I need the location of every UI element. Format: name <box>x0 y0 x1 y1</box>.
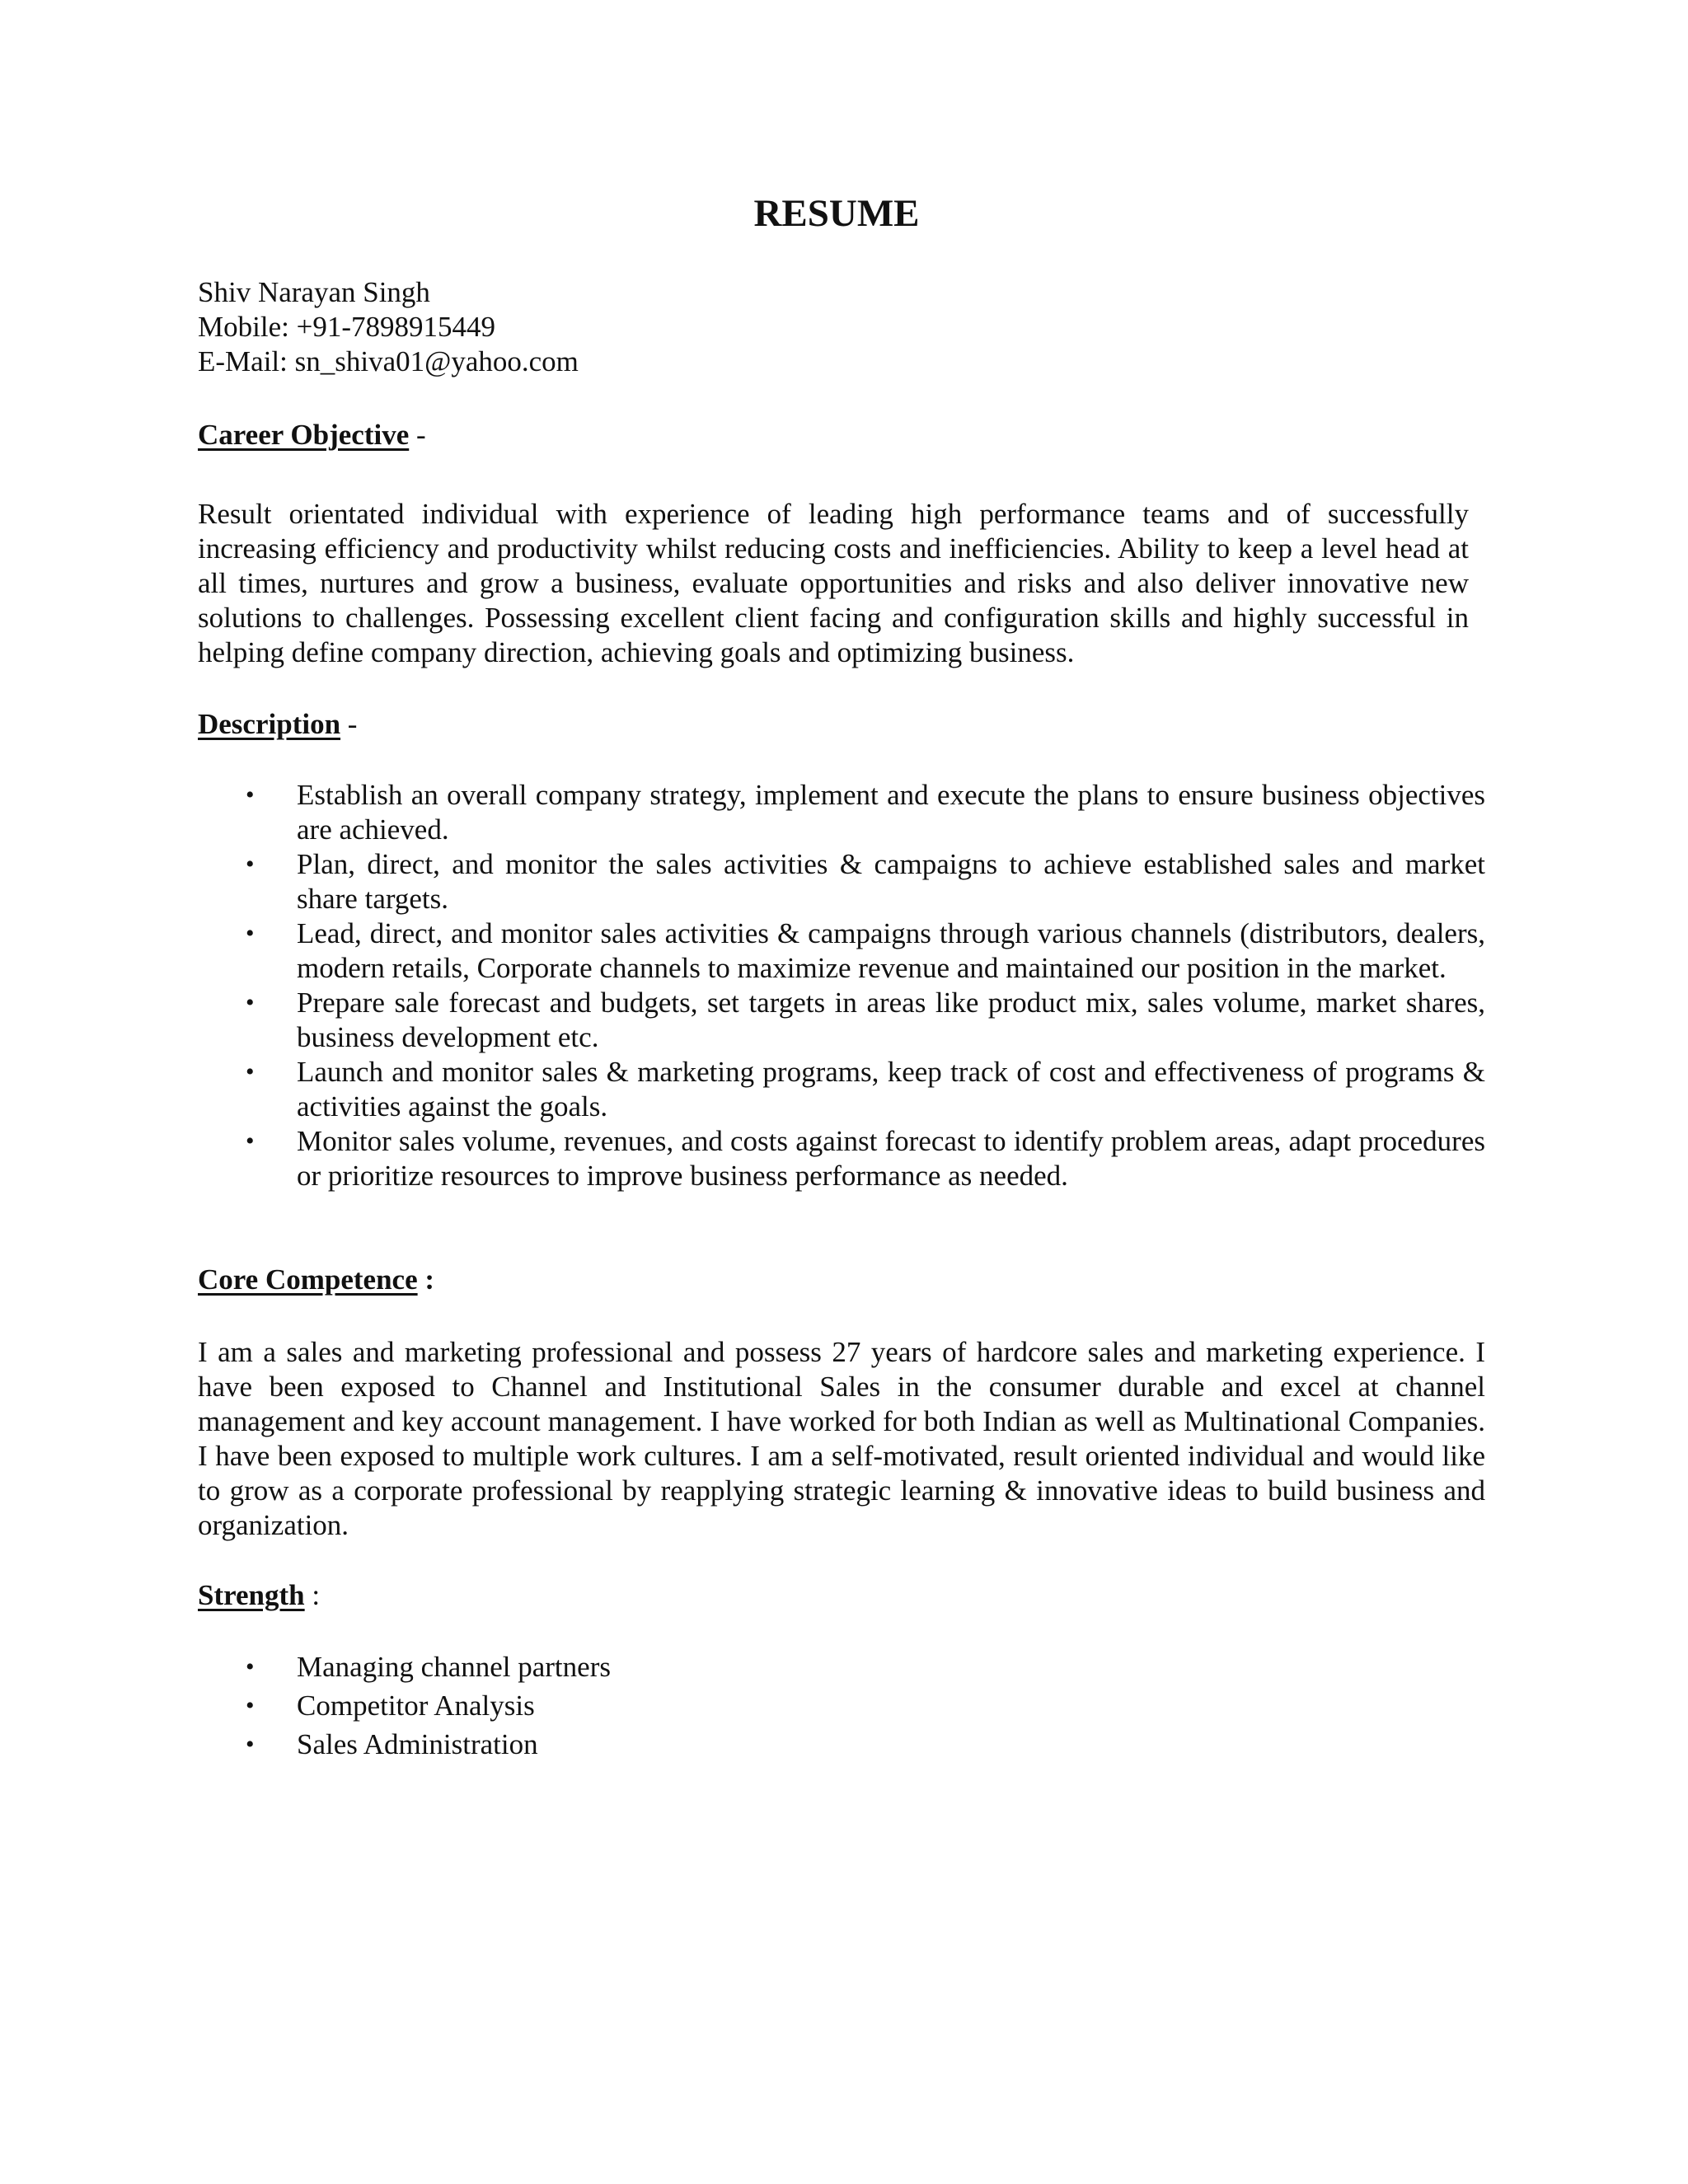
list-item-text: Managing channel partners <box>297 1651 611 1683</box>
bullet-icon: • <box>246 920 255 947</box>
list-item-text: Sales Administration <box>297 1728 538 1760</box>
list-item <box>198 1650 1485 1685</box>
strength-heading <box>198 1578 320 1613</box>
bullet-icon: • <box>246 1692 255 1719</box>
list-item-text: Launch and monitor sales & marketing programs, keep track of cost and effectiveness of programs & activities against the goals. <box>297 1056 1485 1122</box>
contact-email: E-Mail: sn_shiva01@yahoo.com <box>198 345 579 377</box>
contact-block <box>198 275 1484 379</box>
career-objective-heading <box>198 418 426 452</box>
bullet-icon: • <box>246 1058 255 1085</box>
core-competence-text: I am a sales and marketing professional and possess 27 years of hardcore sales and marketing experience. I have been exposed to Channel and Institutional Sales in the consumer durable and excel at channel management and key account management. I have worked for both Indian as well as Multinational Companies. I have been exposed to multiple work cultures. I am a self-motivated, result oriented individual and would like to grow as a corporate professional by reapplying strategic learning & innovative ideas to build business and organization. <box>198 1336 1485 1541</box>
career-objective-heading-label: Career Objective <box>198 419 410 451</box>
bullet-icon: • <box>246 989 255 1016</box>
list-item <box>198 847 1485 916</box>
strength-heading-label: Strength <box>198 1579 305 1611</box>
core-competence-heading <box>198 1263 434 1297</box>
list-item <box>198 916 1485 986</box>
list-item-text: Plan, direct, and monitor the sales activities & campaigns to achieve established sales and market share targets. <box>297 848 1485 915</box>
description-heading <box>198 707 357 742</box>
bullet-icon: • <box>246 851 255 878</box>
list-item <box>198 778 1485 847</box>
list-item-text: Establish an overall company strategy, implement and execute the plans to ensure business objectives are achieved. <box>297 779 1485 846</box>
description-heading-label: Description <box>198 708 341 740</box>
bullet-icon: • <box>246 1127 255 1155</box>
career-objective-text: Result orientated individual with experience of leading high performance teams and of successfully increasing efficiency and productivity whilst reducing costs and inefficiencies. Ability to keep a level head at all times, nurtures and grow a business, evaluate opportunities and risks and also deliver innovative new solutions to challenges. Possessing excellent client facing and configuration skills and highly successful in helping define company direction, achieving goals and optimizing business. <box>198 498 1469 668</box>
core-competence-heading-label: Core Competence <box>198 1263 418 1296</box>
contact-mobile: Mobile: +91-7898915449 <box>198 311 495 343</box>
list-item <box>198 1727 1485 1762</box>
list-item-text: Prepare sale forecast and budgets, set targets in areas like product mix, sales volume, market shares, business development etc. <box>297 987 1485 1053</box>
list-item-text: Competitor Analysis <box>297 1690 535 1722</box>
page-title: RESUME <box>753 192 920 235</box>
list-item <box>198 986 1485 1055</box>
list-item <box>198 1124 1485 1193</box>
list-item <box>198 1689 1485 1723</box>
description-list <box>198 778 1485 1193</box>
list-item <box>198 1055 1485 1124</box>
bullet-icon: • <box>246 1653 255 1680</box>
core-competence-heading-suffix: : <box>417 1263 435 1296</box>
list-item-text: Lead, direct, and monitor sales activities & campaigns through various channels (distributors, dealers, modern retails, Corporate channels to maximize revenue and maintained our position in the market. <box>297 917 1485 984</box>
description-heading-suffix: - <box>340 708 358 740</box>
contact-name: Shiv Narayan Singh <box>198 276 430 308</box>
bullet-icon: • <box>246 781 255 808</box>
career-objective-heading-suffix: - <box>409 419 426 451</box>
list-item-text: Monitor sales volume, revenues, and costs against forecast to identify problem areas, adapt procedures or prioritize resources to improve business performance as needed. <box>297 1125 1485 1192</box>
strength-heading-suffix: : <box>304 1579 321 1611</box>
strength-list <box>198 1650 1485 1766</box>
bullet-icon: • <box>246 1731 255 1758</box>
